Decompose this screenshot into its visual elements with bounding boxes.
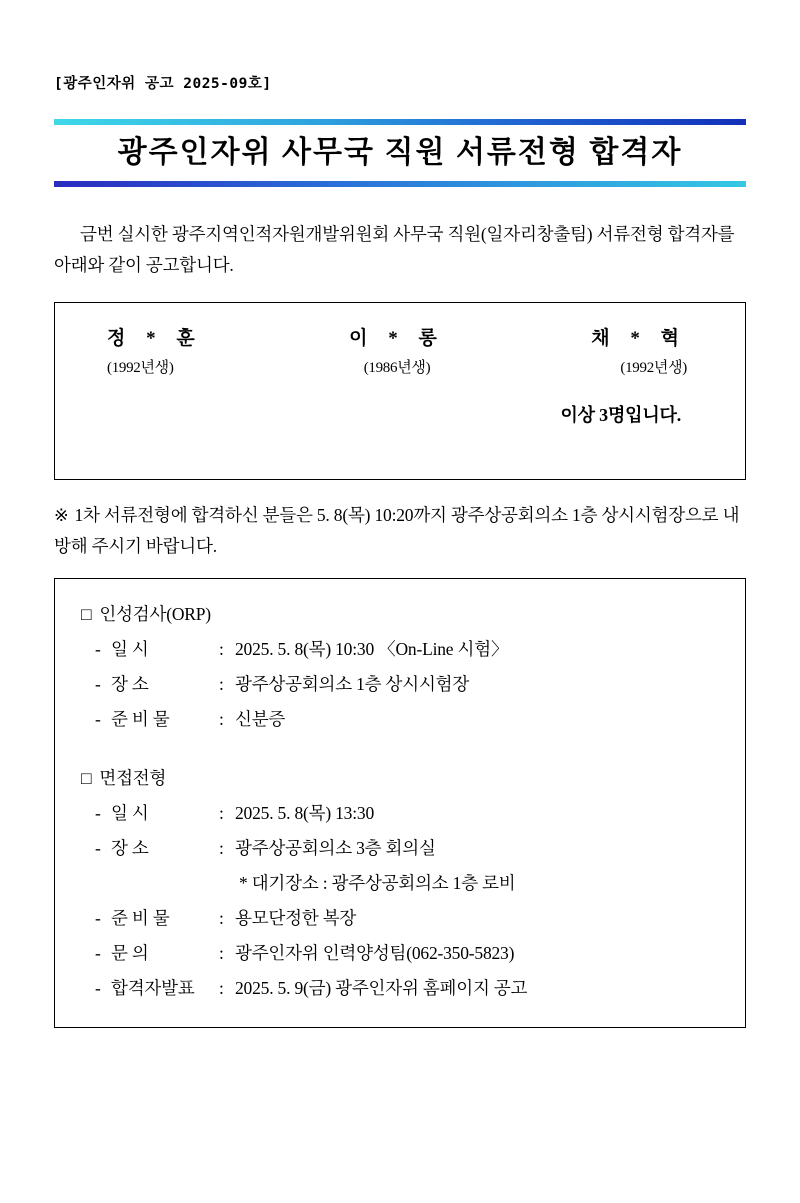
detail-value: 2025. 5. 8(목) 10:30 〈On-Line 시험〉 xyxy=(235,638,509,659)
note-mark-icon: ※ xyxy=(54,505,69,526)
detail-value: 2025. 5. 9(금) 광주인자위 홈페이지 공고 xyxy=(235,977,528,998)
detail-subnote: * 대기장소 : 광주상공회의소 1층 로비 xyxy=(239,872,516,893)
passer-name: 채 * 혁 xyxy=(591,328,687,350)
detail-label: 준 비 물 xyxy=(111,708,170,729)
dash-icon: - xyxy=(95,638,101,659)
detail-value: 용모단정한 복장 xyxy=(235,907,357,928)
dash-icon: - xyxy=(95,942,101,963)
detail-colon: : xyxy=(219,673,224,694)
detail-row xyxy=(81,901,719,936)
detail-value: 신분증 xyxy=(235,708,286,729)
dash-icon: - xyxy=(95,977,101,998)
document-page xyxy=(0,72,800,1203)
passer-cell xyxy=(300,325,493,377)
intro-paragraph: 금번 실시한 광주지역인적자원개발위원회 사무국 직원(일자리창출팀) 서류전형 합격자를 아래와 같이 공고합니다. xyxy=(54,224,735,275)
section-heading-orp xyxy=(81,601,719,626)
detail-label: 장 소 xyxy=(111,837,149,858)
detail-colon: : xyxy=(219,708,224,729)
notice-number: [광주인자위 공고 2025-09호] xyxy=(54,76,272,92)
detail-row xyxy=(81,667,719,702)
detail-label: 합격자발표 xyxy=(111,977,195,998)
passers-box xyxy=(54,302,746,480)
passer-cell xyxy=(494,325,715,377)
title-block xyxy=(54,119,746,187)
passer-birth: (1992년생) xyxy=(620,359,687,376)
passer-birth: (1986년생) xyxy=(363,359,431,376)
detail-row xyxy=(81,702,719,737)
detail-row xyxy=(81,632,719,667)
passer-cell xyxy=(85,325,300,377)
section-title: 면접전형 xyxy=(99,767,167,788)
detail-colon: : xyxy=(219,942,224,963)
detail-colon: : xyxy=(219,802,224,823)
detail-row xyxy=(81,971,719,1006)
detail-label: 문 의 xyxy=(111,942,149,963)
detail-row xyxy=(81,796,719,831)
detail-colon: : xyxy=(219,837,224,858)
page-title: 광주인자위 사무국 직원 서류전형 합격자 xyxy=(117,136,683,169)
dash-icon: - xyxy=(95,802,101,823)
passer-name: 정 * 훈 xyxy=(107,328,203,350)
detail-colon: : xyxy=(219,638,224,659)
checkbox-icon: □ xyxy=(81,603,92,624)
dash-icon: - xyxy=(95,837,101,858)
dash-icon: - xyxy=(95,673,101,694)
section-spacer xyxy=(81,737,719,765)
checkbox-icon: □ xyxy=(81,767,92,788)
detail-value: 2025. 5. 8(목) 13:30 xyxy=(235,802,374,823)
passer-birth: (1992년생) xyxy=(107,359,174,376)
detail-value: 광주인자위 인력양성팀(062-350-5823) xyxy=(235,942,515,963)
detail-value: 광주상공회의소 1층 상시시험장 xyxy=(235,673,470,694)
detail-row xyxy=(81,936,719,971)
dash-icon: - xyxy=(95,708,101,729)
detail-label: 장 소 xyxy=(111,673,149,694)
detail-colon: : xyxy=(219,907,224,928)
detail-row xyxy=(81,831,719,866)
detail-label: 일 시 xyxy=(111,802,149,823)
details-box xyxy=(54,578,746,1028)
detail-label: 준 비 물 xyxy=(111,907,170,928)
note-text: 1차 서류전형에 합격하신 분들은 5. 8(목) 10:20까지 광주상공회의소 1층 상시시험장으로 내방해 주시기 바랍니다. xyxy=(54,505,740,556)
title-bottom-rule xyxy=(54,181,746,187)
section-title: 인성검사(ORP) xyxy=(99,603,211,624)
detail-value: 광주상공회의소 3층 회의실 xyxy=(235,837,436,858)
detail-label: 일 시 xyxy=(111,638,149,659)
passers-total: 이상 3명입니다. xyxy=(560,405,681,426)
note-line xyxy=(54,500,746,561)
passer-name: 이 * 롱 xyxy=(349,328,445,350)
section-heading-interview xyxy=(81,765,719,790)
passers-row xyxy=(85,325,715,377)
dash-icon: - xyxy=(95,907,101,928)
detail-colon: : xyxy=(219,977,224,998)
